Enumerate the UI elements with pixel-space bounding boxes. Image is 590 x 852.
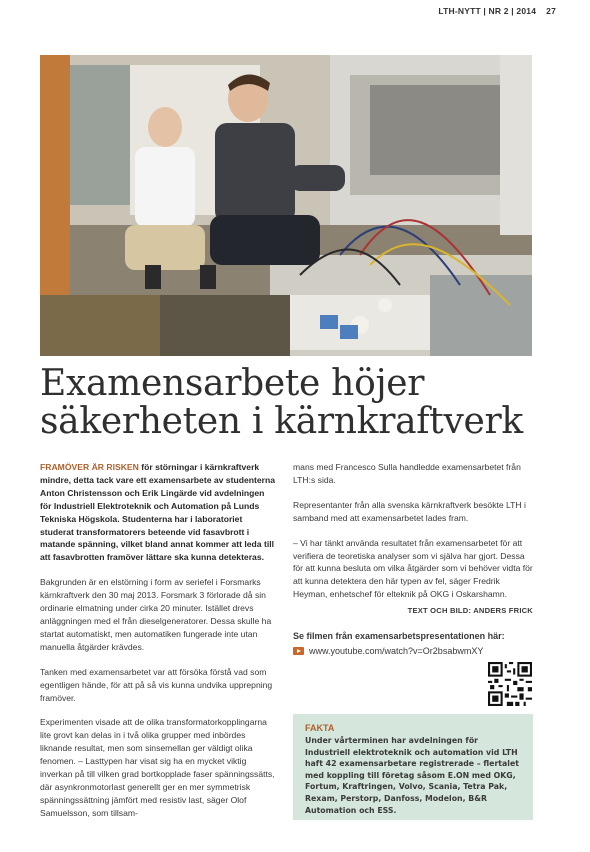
lead-paragraph bbox=[40, 461, 278, 564]
byline: TEXT OCH BILD: ANDERS FRICK bbox=[407, 606, 533, 616]
column-right bbox=[293, 461, 533, 658]
lead-kicker: FRAMÖVER ÄR RISKEN bbox=[40, 462, 139, 472]
lead-text: för störningar i kärnkraftverk mindre, detta tack vare ett examensarbete av studenterna Anton Christensson och Erik Lingärde vid avdelningen för Industriell Elektroteknik och Automation på Lunds Tekniska Högskola. Studenterna har i laboratoriet studerat transformatorers beteende vid fasavbrott i matande spänning, vilket bland annat kommer att leda till att fasavbrotten framöver lättare ska kunna detekteras. bbox=[40, 462, 275, 563]
title-line-2: säkerheten i kärnkraftverk bbox=[40, 401, 523, 442]
lab-photo-illustration bbox=[40, 55, 532, 356]
title-line-1: Examensarbete höjer bbox=[40, 363, 425, 404]
article-photo bbox=[40, 55, 532, 356]
body-paragraph: Experimenten visade att de olika transformatorkopplingarna lite grovt kan delas in i två olika grupper med inbördes liknande resultat, men som sinsemellan ger väldigt olika fenomen. – Lasttypen har visat sig ha en mycket viktig inverkan på till vilken grad bortkopplade faser spänningssätts, där asynkronmotorlast generellt ger en mer symmetrisk spänningssättning jämfört med resistiv last, säger Olof Samuelsson, som tillsam- bbox=[40, 717, 275, 818]
body-paragraph: mans med Francesco Sulla handledde examensarbetet från LTH:s sida. bbox=[293, 462, 521, 485]
page-header bbox=[438, 6, 556, 16]
body-paragraph: Bakgrunden är en elstörning i form av seriefel i Forsmarks kärnkraftverk den 30 maj 2013. Forsmark 3 förlorade då sin ordinarie elmatning under cirka 20 minuter. Istället drevs anläggningen med el från dieselgeneratorer. Dessa skulle ha startat automatiskt, men automatiken fungerade inte utan manuella åtgärder krävdes. bbox=[40, 577, 272, 652]
fakta-heading: FAKTA bbox=[305, 723, 335, 733]
body-paragraph: Representanter från alla svenska kärnkraftverk besökte LTH i samband med att examensarbetet lades fram. bbox=[293, 499, 526, 523]
fakta-box bbox=[293, 714, 533, 820]
body-paragraph: – Vi har tänkt använda resultatet från examensarbetet för att verifiera de teoretiska analyser som vi själva har gjort. Dessa för att kunna besluta om vilka åtgärder som vi behöver vidta för att kunna detektera den här typen av fel, säger Fredrik Heyman, enhetschef för elteknik på OKG i Oskarshamn. bbox=[293, 537, 533, 600]
column-left bbox=[40, 461, 278, 832]
magazine-issue: LTH-NYTT | NR 2 | 2014 bbox=[438, 6, 537, 16]
film-heading: Se filmen från examensarbetspresentationen här: bbox=[293, 631, 505, 642]
play-video-icon bbox=[293, 647, 304, 655]
film-link[interactable] bbox=[293, 645, 533, 658]
film-url[interactable]: www.youtube.com/watch?v=Or2bsabwmXY bbox=[309, 645, 484, 656]
fakta-text: Under vårterminen har avdelningen för Industriell elektroteknik och automation vid LTH haft 42 examensarbetare registrerade – flertalet med koppling till företag såsom E.ON med OKG, Fortum, Kraftringen, Volvo, Scania, Tetra Pak, Rexam, Perstorp, Danfoss, Modelon, B&R Automation och ESS. bbox=[305, 736, 519, 815]
qr-code-icon[interactable] bbox=[488, 662, 532, 706]
body-paragraph: Tanken med examensarbetet var att försöka förstå vad som egentligen hände, för att på så vis kunna undvika upprepning framöver. bbox=[40, 666, 273, 703]
article-title bbox=[40, 365, 560, 441]
page-number: 27 bbox=[546, 6, 556, 16]
